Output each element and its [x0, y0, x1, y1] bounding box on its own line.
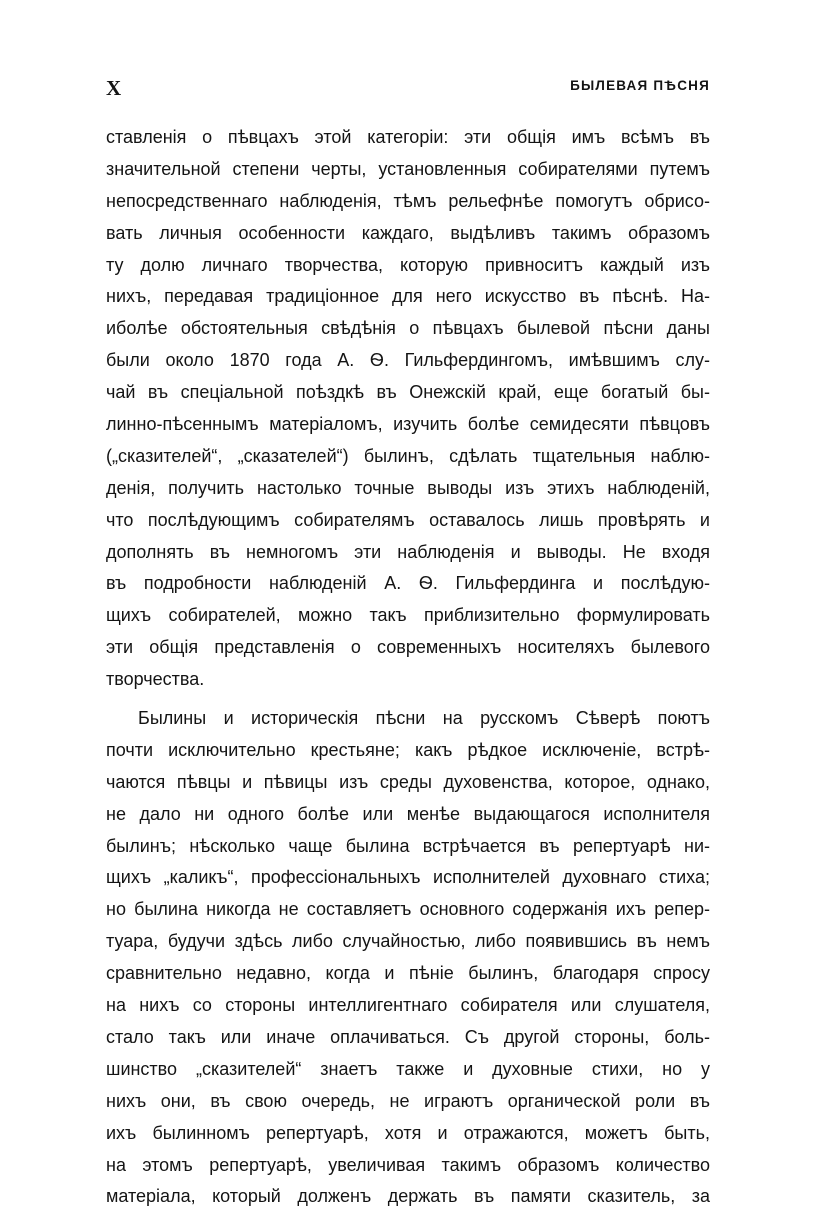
text-line: („сказителей“, „сказателей“) былинъ, сдѣлать тщательныя наблю-	[106, 445, 710, 466]
text-line: ту долю личнаго творчества, которую привноситъ каждый изъ	[106, 254, 710, 275]
text-line: туара, будучи здѣсь либо случайностью, либо появившись въ немъ	[106, 931, 710, 952]
text-line: вать личныя особенности каждаго, выдѣливъ такимъ образомъ	[106, 222, 710, 243]
text-line: ихъ былинномъ репертуарѣ, хотя и отражаются, можетъ быть,	[106, 1122, 710, 1143]
text-line: но былина никогда не составляетъ основного содержанія ихъ репер-	[106, 899, 710, 920]
text-line: были около 1870 года А. Ѳ. Гильфердингомъ, имѣвшимъ слу-	[106, 350, 710, 371]
text-line: почти исключительно крестьяне; какъ рѣдкое исключеніе, встрѣ-	[106, 739, 710, 760]
text-line: сравнительно недавно, когда и пѣніе былинъ, благодаря спросу	[106, 963, 710, 984]
text-line: щихъ собирателей, можно такъ приблизительно формулировать	[106, 605, 710, 626]
text-line: на этомъ репертуарѣ, увеличивая такимъ образомъ количество	[106, 1154, 710, 1175]
text-line: денія, получить настолько точные выводы изъ этихъ наблюденій,	[106, 477, 710, 498]
text-line: былинъ; нѣсколько чаще былина встрѣчается въ репертуарѣ ни-	[106, 835, 710, 856]
running-title: БЫЛЕВАЯ ПѢСНЯ	[570, 78, 710, 93]
text-line: на нихъ со стороны интеллигентнаго собирателя или слушателя,	[106, 995, 710, 1016]
page-number: X	[106, 76, 123, 100]
text-line: матеріала, который долженъ держать въ памяти сказитель, за	[106, 1186, 710, 1207]
text-line: въ подробности наблюденій А. Ѳ. Гильфердинга и послѣдую-	[106, 573, 710, 594]
text-line: эти общія представленія о современныхъ носителяхъ былевого	[106, 637, 710, 658]
text-line: не дало ни одного болѣе или менѣе выдающагося исполнителя	[106, 803, 710, 824]
text-line: стало такъ или иначе оплачиваться. Съ другой стороны, боль-	[106, 1026, 710, 1047]
text-line: нихъ они, въ свою очередь, не играютъ органической роли въ	[106, 1090, 710, 1111]
text-line: дополнять въ немногомъ эти наблюденія и выводы. Не входя	[106, 541, 710, 562]
text-line: иболѣе обстоятельныя свѣдѣнія о пѣвцахъ былевой пѣсни даны	[106, 318, 710, 339]
text-line: ставленія о пѣвцахъ этой категоріи: эти общія имъ всѣмъ въ	[106, 127, 710, 147]
text-line: значительной степени черты, установленныя собирателями путемъ	[106, 158, 710, 179]
page-header	[106, 76, 710, 100]
text-line: чай въ спеціальной поѣздкѣ въ Онежскій край, еще богатый бы-	[106, 382, 710, 403]
text-line: чаются пѣвцы и пѣвицы изъ среды духовенства, которое, однако,	[106, 771, 710, 792]
text-line: щихъ „каликъ“, профессіональныхъ исполнителей духовнаго стиха;	[106, 867, 710, 888]
text-line: творчества.	[106, 669, 205, 690]
text-line: Былины и историческія пѣсни на русскомъ Сѣверѣ поютъ	[138, 708, 710, 729]
paragraph	[106, 122, 710, 696]
text-line: что послѣдующимъ собирателямъ оставалось лишь провѣрять и	[106, 509, 710, 530]
paragraph	[106, 703, 710, 1213]
body-text	[106, 122, 710, 1213]
text-line: шинство „сказителей“ знаетъ также и духовные стихи, но у	[106, 1058, 710, 1079]
text-line: нихъ, передавая традиціонное для него искусство въ пѣснѣ. На-	[106, 286, 710, 307]
text-line: непосредственнаго наблюденія, тѣмъ рельефнѣе помогутъ обрисо-	[106, 190, 710, 211]
text-line: линно-пѣсеннымъ матеріаломъ, изучить болѣе семидесяти пѣвцовъ	[106, 414, 710, 435]
